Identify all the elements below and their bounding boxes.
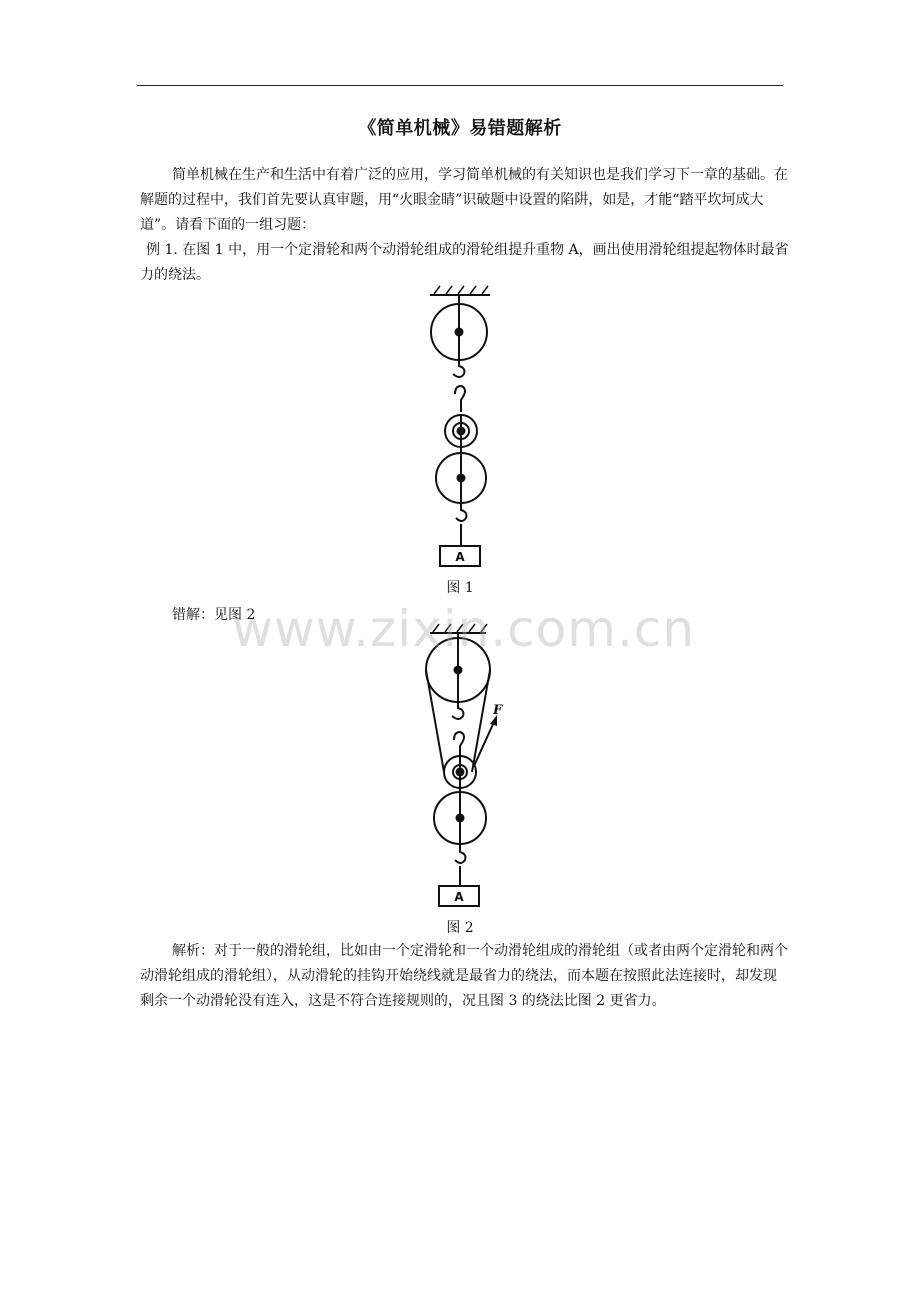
- fixed-pulley: [431, 304, 487, 360]
- block-label: A: [455, 550, 465, 564]
- large-movable-pulley: [434, 792, 486, 844]
- intro-paragraph: 简单机械在生产和生活中有着广泛的应用，学习简单机械的有关知识也是我们学习下一章的基础。在解题的过程中，我们首先要认真审题，用“火眼金睛”识破题中设置的陷阱，如是，才能“踏平坎坷成大道”。请看下面的一组习题：: [140, 167, 788, 233]
- figure-1-pulley-diagram: [420, 284, 510, 574]
- fixed-pulley: [426, 638, 490, 702]
- ceiling-support: [430, 624, 487, 633]
- weight-block-a: [439, 886, 479, 906]
- large-movable-pulley: [436, 453, 486, 503]
- watermark: www.zixin.com.cn: [232, 600, 696, 658]
- ceiling-support: [430, 286, 490, 295]
- bottom-hook: [455, 844, 465, 863]
- header-rule: [137, 85, 783, 86]
- wrong-solution-label: 错解：见图 2: [172, 607, 256, 623]
- bottom-hook: [456, 503, 466, 521]
- example-paragraph: 例 1. 在图 1 中，用一个定滑轮和两个动滑轮组成的滑轮组提升重物 A，画出使用滑轮组提起物体时最省力的绕法。: [140, 242, 789, 283]
- movable-pulley-hook-top: [454, 732, 464, 756]
- figure-2-pulley-diagram: [418, 620, 518, 912]
- force-label: F: [493, 703, 503, 718]
- fixed-pulley-hook: [453, 360, 464, 377]
- small-movable-pulley: [444, 756, 476, 788]
- small-movable-pulley: [445, 415, 477, 447]
- weight-block-a: [440, 546, 480, 566]
- fixed-pulley-hook: [452, 702, 463, 719]
- page-title: 《简单机械》易错题解析: [358, 118, 562, 139]
- figure-2-caption: 图 2: [446, 920, 474, 936]
- figure-1-caption: 图 1: [446, 580, 474, 596]
- block-label: A: [454, 890, 464, 904]
- analysis-paragraph: 解析：对于一般的滑轮组，比如由一个定滑轮和一个动滑轮组成的滑轮组（或者由两个定滑轮和两个动滑轮组成的滑轮组），从动滑轮的挂钩开始绕线就是最省力的绕法，而本题在按照此法连接时，却发现剩余一个动滑轮没有连入，这是不符合连接规则的，况且图 3 的绕法比图 2 更省力。: [140, 943, 788, 1009]
- movable-pulley-hook-top: [455, 386, 465, 412]
